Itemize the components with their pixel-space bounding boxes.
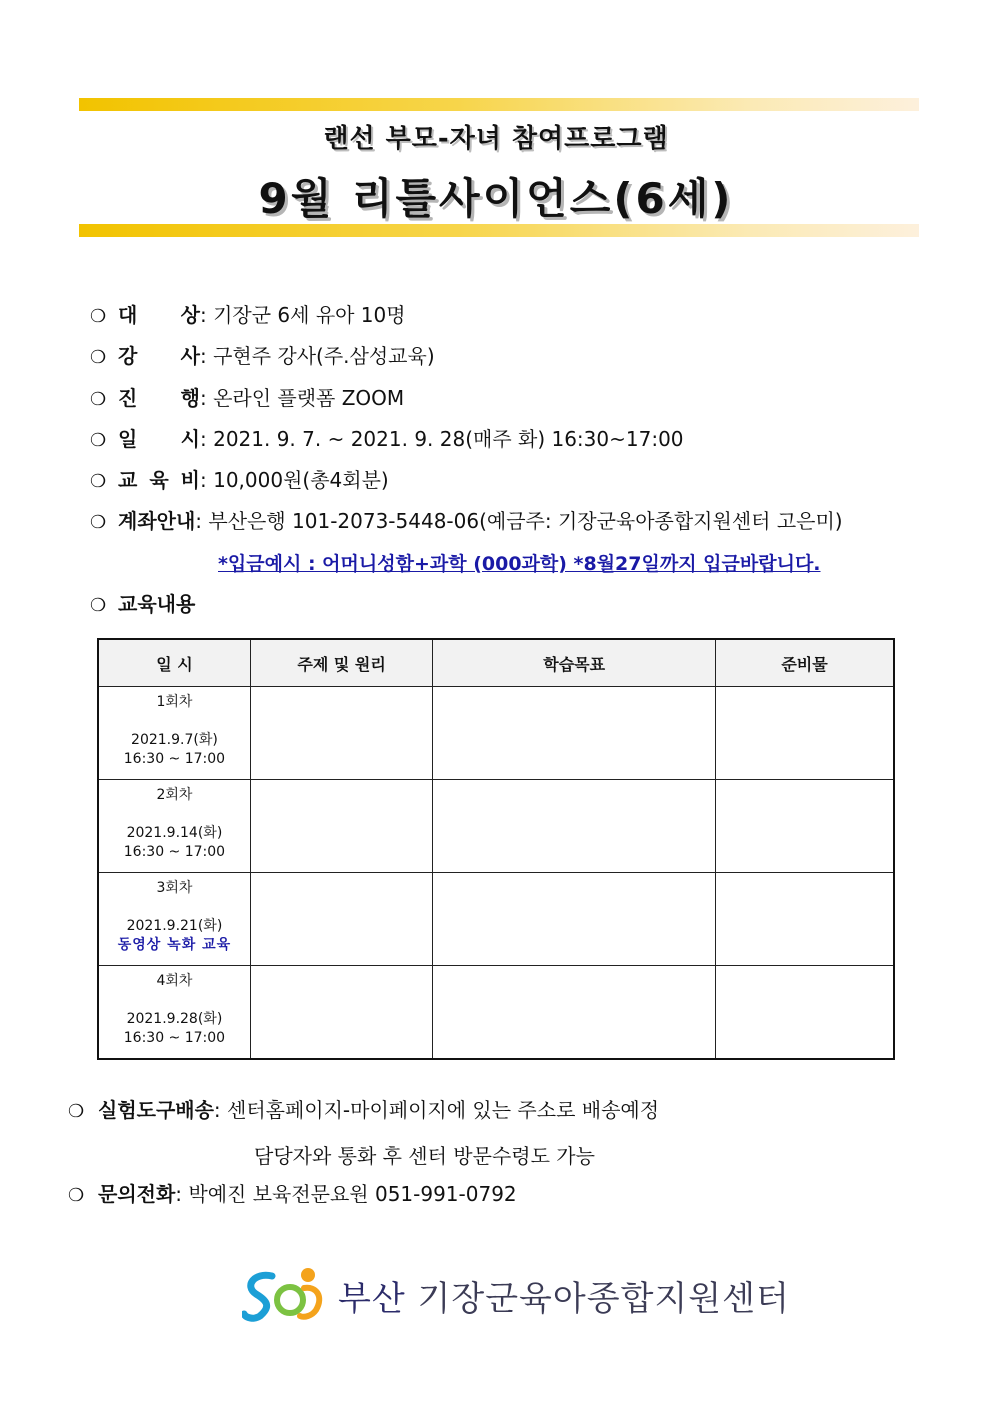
bullet-icon: ❍ — [68, 1185, 85, 1206]
column-header: 학습목표 — [433, 639, 716, 687]
header-bottom-bar — [79, 224, 919, 237]
bullet-icon: ❍ — [90, 471, 107, 492]
bullet-icon: ❍ — [90, 430, 107, 451]
table-row — [98, 966, 894, 1060]
session-date: 2021.9.21(화) — [126, 918, 223, 934]
bullet-icon: ❍ — [90, 347, 107, 368]
materials-cell[interactable] — [716, 966, 894, 1060]
goal-cell[interactable] — [433, 687, 716, 780]
table-header-row — [98, 639, 894, 687]
bullet-icon: ❍ — [90, 595, 107, 616]
info-label: 대 상 — [118, 303, 200, 327]
delivery-value: : 센터홈페이지-마이페이지에 있는 주소로 배송예정 — [213, 1098, 660, 1122]
bullet-icon: ❍ — [90, 512, 107, 533]
info-label: 강 사 — [118, 344, 200, 368]
materials-cell[interactable] — [716, 780, 894, 873]
info-label: 교육내용 — [118, 592, 196, 616]
info-value: : 2021. 9. 7. ~ 2021. 9. 28(매주 화) 16:30~17:00 — [200, 427, 684, 451]
table-row — [98, 780, 894, 873]
session-cell — [98, 966, 250, 1060]
column-header: 일 시 — [98, 639, 250, 687]
session-number: 2회차 — [156, 787, 193, 803]
session-number: 4회차 — [156, 973, 193, 989]
session-number: 1회차 — [156, 694, 193, 710]
topic-cell[interactable] — [250, 687, 432, 780]
info-value: : 구현주 강사(주.삼성교육) — [200, 344, 435, 368]
info-label: 계좌안내 — [118, 509, 196, 533]
center-logo-name: 부산 기장군육아종합지원센터 — [338, 1278, 790, 1319]
info-label: 일 시 — [118, 427, 200, 451]
contact-info — [68, 1181, 517, 1209]
info-method — [90, 385, 404, 413]
table-row — [98, 687, 894, 780]
info-label: 교 육 비 — [118, 468, 200, 492]
info-value: : 온라인 플랫폼 ZOOM — [200, 386, 405, 410]
table-row — [98, 873, 894, 966]
contact-label: 문의전화 — [98, 1182, 176, 1206]
topic-cell[interactable] — [250, 780, 432, 873]
info-schedule — [90, 426, 684, 454]
program-subtitle: 랜선 부모-자녀 참여프로그램 — [323, 124, 669, 154]
topic-cell[interactable] — [250, 873, 432, 966]
contact-value: : 박예진 보육전문요원 051-991-0792 — [175, 1182, 517, 1206]
schedule-table — [97, 638, 895, 1060]
center-logo — [242, 1266, 790, 1324]
bullet-icon: ❍ — [68, 1101, 85, 1122]
info-account — [90, 508, 843, 536]
info-value: : 부산은행 101-2073-5448-06(예금주: 기장군육아종합지원센터 고은미) — [195, 509, 843, 533]
session-number: 3회차 — [156, 880, 193, 896]
delivery-label: 실험도구배송 — [98, 1098, 214, 1122]
info-value: : 기장군 6세 유아 10명 — [200, 303, 406, 327]
delivery-info — [68, 1097, 659, 1125]
center-logo-icon — [242, 1266, 330, 1324]
materials-cell[interactable] — [716, 687, 894, 780]
session-time: 16:30 ~ 17:00 — [123, 751, 226, 767]
session-cell — [98, 873, 250, 966]
session-date: 2021.9.28(화) — [126, 1011, 223, 1027]
session-cell — [98, 687, 250, 780]
topic-cell[interactable] — [250, 966, 432, 1060]
session-cell — [98, 780, 250, 873]
info-content — [90, 591, 195, 619]
bullet-icon: ❍ — [90, 389, 107, 410]
info-value: : 10,000원(총4회분) — [200, 468, 389, 492]
session-time: 동영상 녹화 교육 — [117, 937, 232, 953]
materials-cell[interactable] — [716, 873, 894, 966]
delivery-note: 담당자와 통화 후 센터 방문수령도 가능 — [254, 1144, 595, 1168]
deposit-note: *입금예시 : 어머니성함+과학 (000과학) *8월27일까지 입금바랍니다. — [218, 553, 821, 575]
session-time: 16:30 ~ 17:00 — [123, 844, 226, 860]
goal-cell[interactable] — [433, 873, 716, 966]
info-fee — [90, 467, 389, 495]
info-target — [90, 302, 406, 330]
column-header: 준비물 — [716, 639, 894, 687]
info-instructor — [90, 343, 435, 371]
info-label: 진 행 — [118, 386, 200, 410]
column-header: 주제 및 원리 — [250, 639, 432, 687]
goal-cell[interactable] — [433, 966, 716, 1060]
header-top-bar — [79, 98, 919, 111]
program-title: 9월 리틀사이언스(6세) — [258, 174, 734, 223]
session-time: 16:30 ~ 17:00 — [123, 1030, 226, 1046]
bullet-icon: ❍ — [90, 306, 107, 327]
goal-cell[interactable] — [433, 780, 716, 873]
session-date: 2021.9.7(화) — [131, 732, 218, 748]
session-date: 2021.9.14(화) — [126, 825, 223, 841]
